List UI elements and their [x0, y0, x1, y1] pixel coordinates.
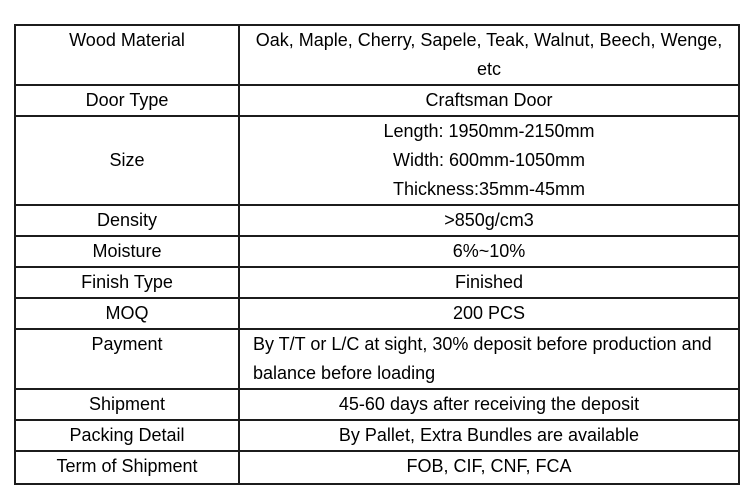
spec-label-finish-type: Finish Type — [15, 267, 239, 298]
spec-value-term-of-shipment: FOB, CIF, CNF, FCA — [239, 451, 739, 484]
spec-row-term-of-shipment — [15, 451, 739, 484]
spec-row-payment — [15, 329, 739, 389]
spec-value-moisture: 6%~10% — [239, 236, 739, 267]
spec-row-packing-detail — [15, 420, 739, 451]
spec-value-moq: 200 PCS — [239, 298, 739, 329]
spec-value-density: >850g/cm3 — [239, 205, 739, 236]
spec-label-size: Size — [15, 116, 239, 205]
spec-value-shipment: 45-60 days after receiving the deposit — [239, 389, 739, 420]
spec-label-wood-material: Wood Material — [15, 25, 239, 85]
spec-label-moq: MOQ — [15, 298, 239, 329]
product-spec-table — [14, 24, 740, 485]
spec-label-density: Density — [15, 205, 239, 236]
spec-row-density — [15, 205, 739, 236]
size-length-line: Length: 1950mm-2150mm — [383, 121, 595, 141]
spec-value-finish-type: Finished — [239, 267, 739, 298]
spec-value-size — [239, 116, 739, 205]
spec-row-finish-type — [15, 267, 739, 298]
spec-row-moq — [15, 298, 739, 329]
spec-row-door-type — [15, 85, 739, 116]
size-width-line: Width: 600mm-1050mm — [392, 150, 586, 170]
spec-value-packing-detail: By Pallet, Extra Bundles are available — [239, 420, 739, 451]
spec-label-packing-detail: Packing Detail — [15, 420, 239, 451]
spec-label-moisture: Moisture — [15, 236, 239, 267]
spec-value-wood-material: Oak, Maple, Cherry, Sapele, Teak, Walnut, Beech, Wenge, etc — [239, 25, 739, 85]
spec-value-door-type: Craftsman Door — [239, 85, 739, 116]
spec-row-wood-material — [15, 25, 739, 85]
spec-label-term-of-shipment: Term of Shipment — [15, 451, 239, 484]
spec-label-payment: Payment — [15, 329, 239, 389]
spec-row-size — [15, 116, 739, 205]
spec-row-shipment — [15, 389, 739, 420]
spec-row-moisture — [15, 236, 739, 267]
spec-label-door-type: Door Type — [15, 85, 239, 116]
size-thickness-line: Thickness:35mm-45mm — [392, 179, 586, 199]
spec-label-shipment: Shipment — [15, 389, 239, 420]
spec-value-payment: By T/T or L/C at sight, 30% deposit before production and balance before loading — [239, 329, 739, 389]
